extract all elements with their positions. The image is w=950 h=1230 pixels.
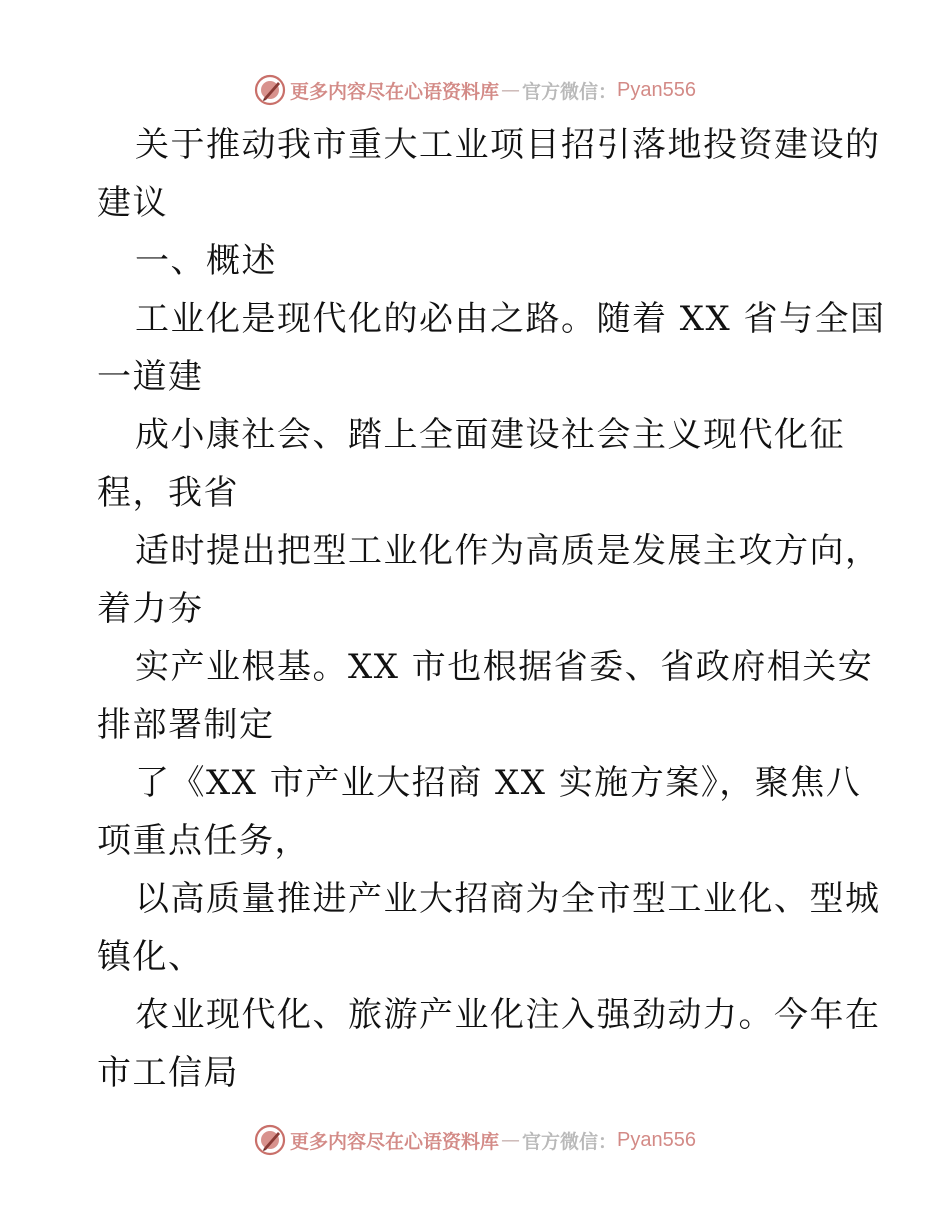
watermark-dash: — xyxy=(501,79,521,101)
watermark-wechat-label: 官方微信： xyxy=(522,1130,618,1153)
document-line: 以高质量推进产业大招商为全市型工业化、型城 xyxy=(135,879,881,919)
document-line: 市工信局 xyxy=(97,1053,239,1093)
document-line: 着力夯 xyxy=(97,589,204,629)
document-line: 了《XX 市产业大招商 XX 实施方案》，聚焦八 xyxy=(135,763,862,803)
document-line: 农业现代化、旅游产业化注入强劲动力。今年在 xyxy=(135,995,881,1035)
document-line: 排部署制定 xyxy=(97,705,275,745)
document-line: 镇化、 xyxy=(97,937,204,977)
pen-logo-icon xyxy=(254,1124,286,1156)
watermark-wechat-label: 官方微信： xyxy=(522,80,618,103)
document-line: 建议 xyxy=(97,183,168,223)
document-line: 工业化是现代化的必由之路。随着 XX 省与全国 xyxy=(135,299,886,339)
document-body xyxy=(97,116,886,1102)
document-line: 实产业根基。XX 市也根据省委、省政府相关安 xyxy=(135,647,874,687)
watermark-wechat-id: Pyan556 xyxy=(617,78,696,101)
header-watermark xyxy=(0,70,950,110)
document-line: 项重点任务， xyxy=(97,821,310,861)
document-line: 一、概述 xyxy=(135,241,277,281)
document-line: 关于推动我市重大工业项目招引落地投资建设的 xyxy=(135,125,881,165)
document-line: 适时提出把型工业化作为高质是发展主攻方向， xyxy=(135,531,881,571)
document-line: 成小康社会、踏上全面建设社会主义现代化征 xyxy=(135,415,845,455)
watermark-dash: — xyxy=(501,1129,521,1151)
pen-logo-icon xyxy=(254,74,286,106)
document-line: 一道建 xyxy=(97,357,204,397)
watermark-wechat-id: Pyan556 xyxy=(617,1128,696,1151)
document-line: 程，我省 xyxy=(97,473,239,513)
watermark-site-name: 更多内容尽在心语资料库 xyxy=(290,80,500,103)
footer-watermark xyxy=(0,1120,950,1160)
watermark-site-name: 更多内容尽在心语资料库 xyxy=(290,1130,500,1153)
